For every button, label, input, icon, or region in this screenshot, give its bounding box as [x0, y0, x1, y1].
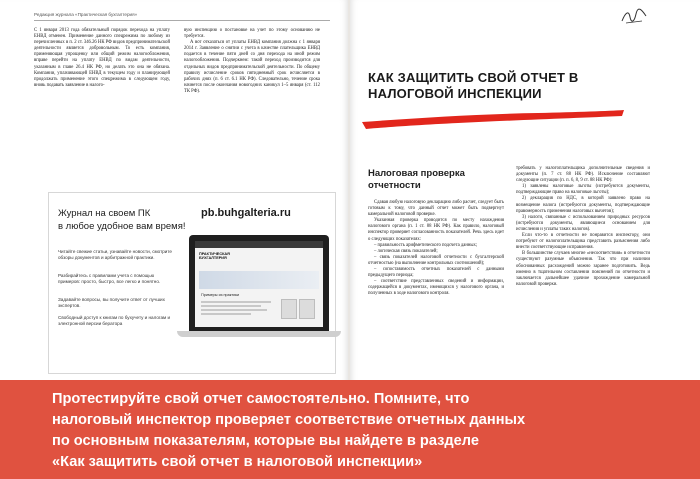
paragraph: А вот отказаться от уплаты ЕНВД компания должна с 1 января 2014 г. Заявление о снятии с учета в качестве плательщика ЕНВД подается в течение пяти дней со дня перехода на иной режим налогообложения. Подчеркнем: такой переход производится для отдельных видов предпринимательской деятельности. По общему правилу исчисление сроков пятидневный срок исчисляется в рабочих днях (п. 6 ст. 6.1 НК РФ). Следовательно, течение срока начнется после окончания новогодних каникул 1–5 января (ст. 112 ТК РФ).: [184, 40, 320, 94]
paragraph: 1) заявлены налоговые льготы (истребуются документы, подтверждающие право на налоговые льготы);: [516, 184, 650, 196]
subheading: Налоговая проверка отчетности: [368, 168, 465, 191]
ad-headline: [58, 207, 185, 233]
screen-brand-line: БУХГАЛТЕРИЯ: [199, 256, 227, 261]
paragraph: – связь показателей налоговой отчетности с бухгалтерской отчетностью (на выполнение контрольных соотношений);: [368, 254, 504, 266]
ad-feature: Свободный доступ к книгам по бухучету и налогам и электронной версии бератора: [58, 315, 171, 326]
banner-line: Протестируйте свой отчет самостоятельно. Помните, что: [52, 391, 470, 407]
paragraph: 3) налоги, связанные с использованием природных ресурсов (истребуются документы, являющиеся основанием для исчисления и уплаты таких налогов).: [516, 214, 650, 232]
paragraph: Указанная проверка проводится по месту нахождения налогового органа (п. 1 ст. 88 НК РФ). Как правило, налоговый инспектор проверяет согласованность показателей. Речь здесь идет о следующих показателях:: [368, 218, 504, 242]
paragraph: Если что-то в отчетности не понравится инспектору, они потребуют от налогоплательщика представить разъяснения либо внести соответствующие исправления.: [516, 233, 650, 251]
laptop-illustration: [189, 235, 329, 331]
ad-feature: Задавайте вопросы, вы получите ответ от лучших экспертов.: [58, 297, 165, 308]
left-column-2: [184, 28, 320, 95]
left-column-1: [34, 28, 170, 89]
laptop-base: [177, 331, 341, 337]
paragraph: – правильность арифметического подсчета данных;: [374, 242, 478, 248]
ad-headline-line: в любое удобное вам время!: [58, 221, 186, 232]
banner-line: по основным показателям, которые вы найдете в разделе: [52, 433, 479, 449]
paragraph: – сопоставимость отчетных показателей с данными предыдущего периода;: [368, 267, 504, 279]
section-title: КАК ЗАЩИТИТЬ СВОЙ ОТЧЕТ В НАЛОГОВОЙ ИНСПЕКЦИИ: [368, 70, 579, 101]
screen-banner: [199, 271, 319, 289]
screen-toolbar: [195, 241, 323, 248]
banner-line: «Как защитить свой отчет в налоговой инспекции»: [52, 454, 423, 470]
ad-url-link[interactable]: pb.buhgalteria.ru: [201, 207, 291, 219]
promo-banner: [0, 380, 700, 479]
paragraph: – соответствие представленных сведений и информации, содержащейся в документах, имеющихся у налогового органа, и полученных в ходе налогового контроля.: [368, 279, 504, 297]
laptop-screen: [195, 241, 323, 327]
header-rule: [34, 20, 330, 21]
paragraph: – логическая связь показателей;: [374, 248, 438, 254]
advertisement: [48, 192, 336, 374]
ad-headline-line: Журнал на своем ПК: [58, 208, 151, 219]
paragraph: 2) декларация по НДС, в которой заявлено право на возмещение налога (истребуются документы, подтверждающие правомерность применения налоговых вычетов);: [516, 196, 650, 214]
screen-text-line: [201, 313, 251, 315]
screen-brand: [199, 252, 230, 260]
screen-thumbnail: [281, 299, 297, 319]
paragraph: С 1 января 2013 года обязательный порядок перехода на уплату ЕНВД отменен. Применение данного спецрежима по любому из перечисленных в п. 2 ст. 346.26 НК РФ видов предпринимательской деятельности является добровольным. То есть компания, применяющая упрощенку или общий режим налогообложения, вправе перейти на уплату ЕНВД по видам деятельности, указанным в главе 26.4 НК РФ, но делать это она не обязана. Компании, уплачивающей ЕНВД в текущем году и планирующей продолжать применение этого спецрежима в следующем году, вновь подавать заявление в налого-: [34, 28, 170, 88]
screen-heading: Примеры из практики: [201, 293, 240, 297]
screen-brand-line: ПРАКТИЧЕСКАЯ: [199, 252, 230, 256]
screen-text-line: [201, 301, 271, 303]
paragraph: В большинстве случаев многие «несоответствия» в отчетности существуют разумные объяснения. Так что при наличии обоснованных расхождений можно заранее подготовить. Ведь именно в тщательном составлении пояснений по отчетности и заключается дальнейшее удачное прохождение камеральной налоговой проверки.: [516, 251, 650, 287]
banner-line: налоговый инспектор проверяет соответствие отчетных данных: [52, 412, 526, 428]
banner-text: [52, 389, 652, 473]
ad-feature: Читайте свежие статьи, узнавайте новости, смотрите обзоры документов и арбитражной практики.: [58, 249, 172, 260]
screen-text-line: [201, 309, 267, 311]
paragraph: Сдавая любую налоговую декларацию либо расчет, следует быть готовым к тому, что данный отчет может быть подвергнут камеральной налоговой проверке.: [368, 200, 504, 218]
ad-feature: Разбирайтесь с правилами учета с помощью примеров: просто, быстро, все легко и понятно.: [58, 273, 161, 284]
screen-text-line: [201, 305, 261, 307]
signature-logo: [620, 8, 648, 26]
screen-thumbnail: [299, 299, 315, 319]
red-brush-stroke: [358, 108, 628, 132]
right-column-1: [368, 200, 504, 298]
paragraph: вую инспекцию о постановке на учет по этому основанию не требуется.: [184, 28, 320, 40]
right-column-2: [516, 166, 650, 288]
running-head: Редакция журнала «Практическая бухгалтерия»: [34, 12, 138, 17]
paragraph: требовать у налогоплательщика дополнительные сведения и документы (п. 7 ст. 88 НК РФ). Исключение составляют следующие ситуации (п. п. 6, 8, 9 ст. 88 НК РФ):: [516, 166, 650, 184]
